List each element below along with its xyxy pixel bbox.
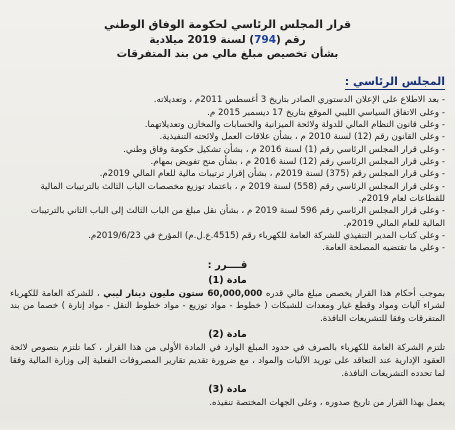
decree-subject: بشأن تخصيص مبلغ مالي من بند المتفرقات: [116, 48, 339, 61]
preamble-clause: - وعلى الاتفاق السياسي الليبي الموقع بتاريخ 17 ديسمبر 2015 م.: [207, 107, 445, 118]
article-heading: مادة (3): [208, 384, 247, 396]
decree-number-suffix: ) لسنة 2019 ميلادية: [149, 33, 255, 46]
decree-header: [10, 18, 445, 61]
article-text-part: بموجب أحكام هذا القرار يخصص مبلغ مالي قدره: [262, 288, 445, 299]
allocated-amount: 60,000,000 ستون مليون دينار ليبي: [103, 288, 263, 299]
decided-heading: قــــرر :: [207, 259, 248, 271]
article-heading: مادة (1): [208, 274, 247, 286]
preamble-clauses: [10, 94, 445, 254]
preamble-clause: - وعلى القانون رقم (12) لسنة 2010 م ، بشأن علاقات العمل ولائحته التنفيذية.: [159, 132, 445, 143]
preamble-clause: - وعلى كتاب المدير التنفيذي للشركة العامة للكهرباء رقم (4515.ع.ل.م) المؤرخ في 2019/6/23م.: [88, 230, 445, 241]
preamble-clause: - وعلى قرار المجلس الرئاسي رقم 596 لسنة 2019 م ، بشأن نقل مبلغ من الباب الثالث إلى الباب الثاني بالترتيبات المالية للعام المالي 2019م.: [30, 206, 445, 229]
preamble-clause: - بعد الاطلاع على الإعلان الدستوري الصادر بتاريخ 3 أغسطس 2011م ، وتعديلاته.: [153, 95, 445, 106]
decree-number-prefix: رقم (: [276, 33, 306, 46]
article-heading: مادة (2): [208, 329, 247, 341]
article-text: [10, 288, 445, 326]
article-text: يعمل بهذا القرار من تاريخ صدوره ، وعلى الجهات المختصة تنفيذه.: [209, 398, 445, 409]
council-heading: المجلس الرئاسي :: [344, 75, 445, 89]
page-bottom-edge: [0, 418, 455, 430]
preamble-clause: - وعلى قرار المجلس الرئاسي رقم (1) لسنة 2016 م ، بشأن تشكيل حكومة وفاق وطني.: [123, 144, 445, 155]
preamble-clause: - وعلى قرار المجلس الرئاسي رقم (12) لسنة 2016 م ، بشأن منح تفويض بمهام.: [150, 156, 445, 167]
article-text: تلتزم الشركة العامة للكهرباء بالصرف في حدود المبلغ الوارد في المادة الأولى من هذا القرار ، كما تلتزم بنصوص لائحة العقود الإدارية عند التعاقد على توريد الآليات والمواد ، مع ضرورة تقديم تقارير المصروفات الفعلية إلى وزارة المالية وفقا لما تحدده التشريعات النافذة.: [10, 343, 445, 379]
preamble-clause: - وعلى قرار المجلس رقم (375) لسنة 2019م ، بشأن إقرار ترتيبات مالية للعام المالي 2019م.: [99, 169, 445, 180]
decree-number-value: 794: [254, 33, 277, 46]
article-text-part: ، للشركة العامة للكهرباء لشراء آليات ومواد وقطع غيار ومعدات للشبكات ( خطوط - مواد توزيع - مواد خطوط النقل - مواد إنارة ) خصما من بند المتفرقات وفقا للتشريعات النافذة.: [10, 288, 445, 324]
header-authority: قرار المجلس الرئاسي لحكومة الوفاق الوطني: [103, 18, 352, 31]
preamble-clause: - وعلى ما تقتضيه المصلحة العامة.: [322, 243, 445, 254]
preamble-clause: - وعلى قرار المجلس الرئاسي رقم (558) لسنة 2019 م ، باعتماد توزيع مخصصات الباب الثالث بالترتيبات المالية للقطاعات لعام 2019م.: [40, 181, 445, 204]
preamble-clause: - وعلى قانون النظام المالي للدولة ولائحة الميزانية والحسابات والمخازن وتعديلاتهما.: [144, 119, 445, 130]
decree-number: [10, 33, 445, 47]
